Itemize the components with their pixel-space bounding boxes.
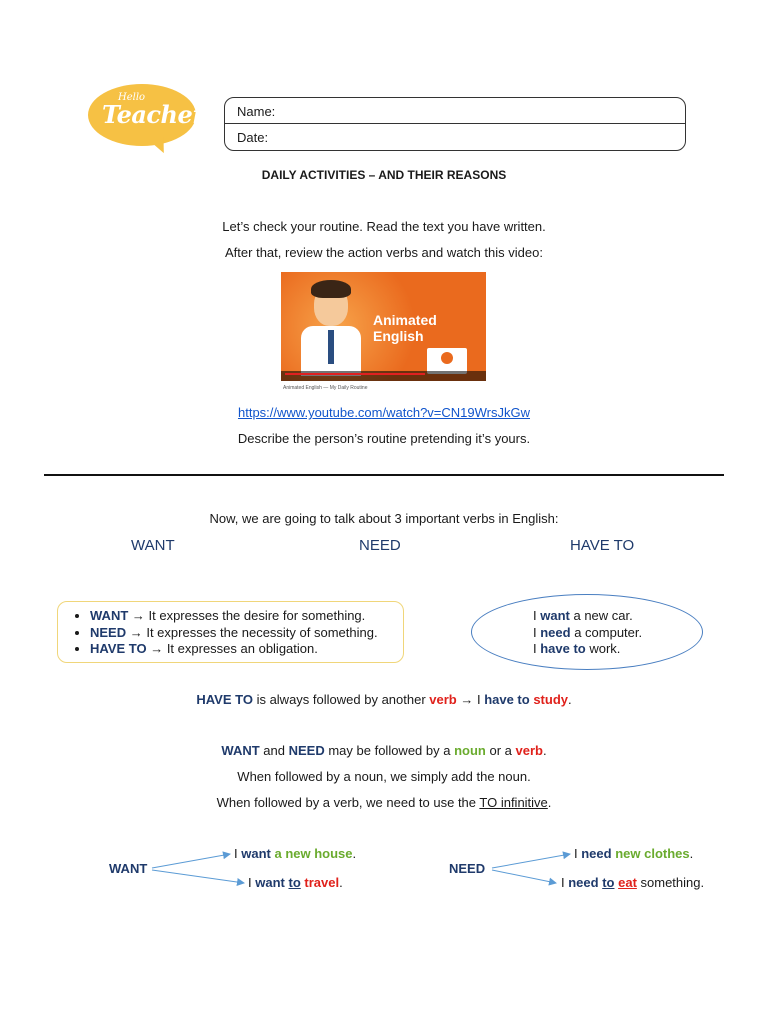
definition-text: → It expresses the necessity of something. (126, 624, 378, 640)
cartoon-hair (311, 280, 351, 298)
section-divider (44, 474, 724, 476)
need-example-verb: I need to eat something. (561, 875, 705, 890)
need-arrow-top (492, 854, 570, 868)
logo-teacher-text: Teacher. (102, 100, 211, 129)
noun-rule: When followed by a noun, we simply add the noun. (237, 769, 531, 784)
video-link[interactable]: https://www.youtube.com/watch?v=CN19WrsJkGw (237, 405, 530, 420)
definition-item (90, 641, 378, 658)
definition-verb: WANT (90, 608, 129, 623)
definition-verb: HAVE TO (90, 641, 147, 656)
verb-heading-need: NEED (359, 537, 401, 554)
want-arrow-top (152, 854, 230, 868)
definition-verb: NEED (90, 624, 127, 640)
verb-heading-want: WANT (131, 537, 175, 554)
video-title: Animated English (373, 312, 437, 344)
intro-line-1: Let’s check your routine. Read the text you have written. (222, 219, 546, 234)
date-label[interactable]: Date: (237, 130, 269, 145)
have-to-rule: HAVE TO is always followed by another verb → I have to study. (196, 692, 572, 707)
name-date-divider (225, 123, 685, 124)
name-date-box (224, 97, 686, 151)
want-arrow-bottom (152, 870, 244, 883)
video-thumbnail[interactable] (281, 272, 486, 381)
definition-item (90, 608, 378, 625)
want-example-verb: I want to travel. (248, 875, 343, 890)
definition-item (90, 625, 378, 642)
examples-ellipse (471, 594, 703, 670)
example-item: I need a computer. (533, 625, 643, 640)
example-item: I have to work. (533, 641, 621, 656)
verb-heading-have-to: HAVE TO (570, 537, 635, 554)
example-item: I want a new car. (533, 608, 633, 623)
need-example-noun: I need new clothes. (574, 846, 694, 861)
cartoon-tie (328, 330, 334, 364)
logo-hello-text: Hello (118, 92, 146, 103)
definitions-box (57, 601, 404, 663)
need-arrow-bottom (492, 870, 556, 883)
want-example-noun: I want a new house. (234, 846, 357, 861)
hello-teacher-logo (88, 84, 211, 160)
video-progress[interactable] (285, 373, 425, 375)
definition-text: → It expresses an obligation. (146, 641, 318, 656)
name-label[interactable]: Name: (237, 104, 276, 119)
video-caption: Animated English — My Daily Routine (283, 385, 368, 391)
intro-line-2: After that, review the action verbs and watch this video: (225, 245, 543, 260)
want-diagram-label: WANT (109, 861, 148, 876)
want-need-rule: WANT and NEED may be followed by a noun or a verb. (221, 743, 547, 758)
verb-rule: When followed by a verb, we need to use the TO infinitive. (216, 795, 552, 810)
need-diagram-label: NEED (449, 861, 486, 876)
page-title: DAILY ACTIVITIES – AND THEIR REASONS (261, 168, 507, 182)
verbs-intro: Now, we are going to talk about 3 important verbs in English: (209, 511, 559, 526)
describe-instruction: Describe the person’s routine pretending it’s yours. (237, 431, 531, 446)
definition-text: → It expresses the desire for something. (128, 608, 366, 623)
